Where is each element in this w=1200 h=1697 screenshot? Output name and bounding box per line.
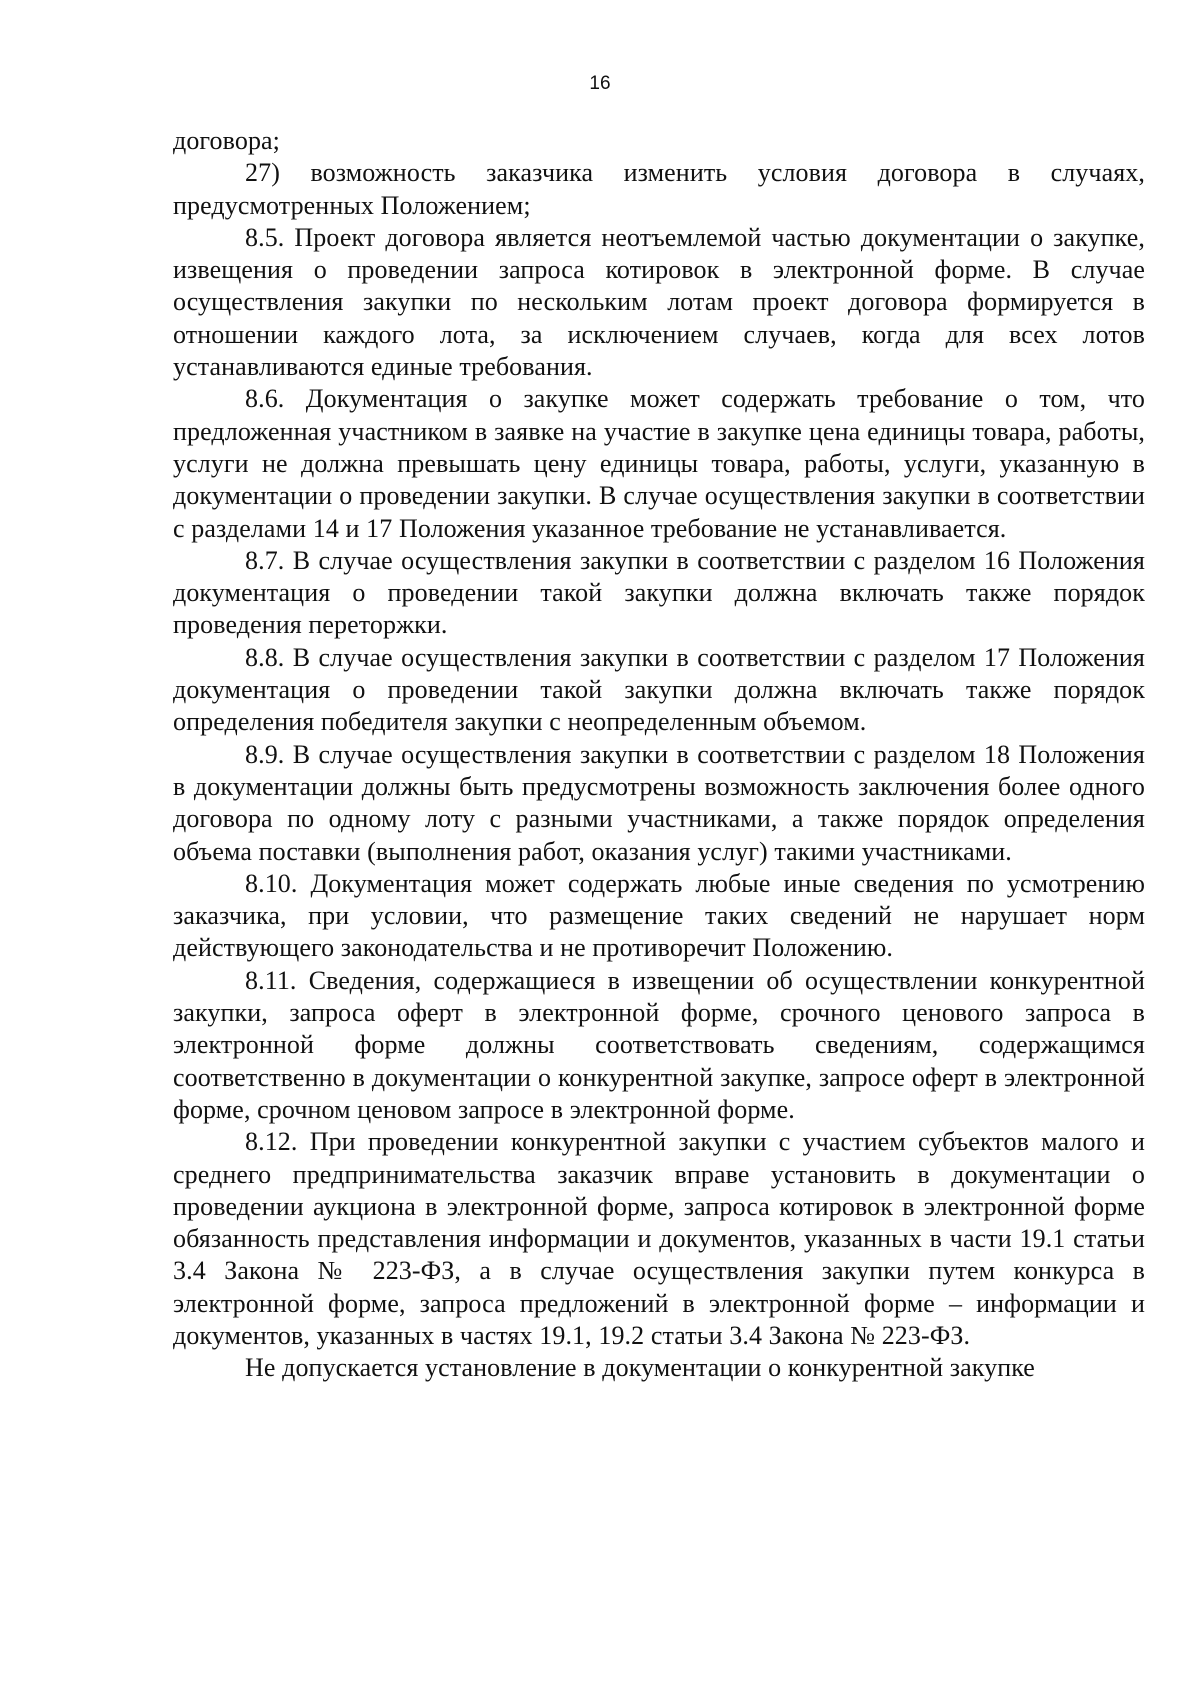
- paragraph-8-8: 8.8. В случае осуществления закупки в соответствии с разделом 17 Положения документация о проведении такой закупки должна включать также порядок определения победителя закупки с неопределенным объемом.: [173, 642, 1145, 737]
- paragraph-8-7: 8.7. В случае осуществления закупки в соответствии с разделом 16 Положения документация о проведении такой закупки должна включать также порядок проведения переторжки.: [173, 545, 1145, 640]
- paragraph-8-12: 8.12. При проведении конкурентной закупки с участием субъектов малого и среднего предпринимательства заказчик вправе установить в документации о проведении аукциона в электронной форме, запроса котировок в электронной форме обязанность представления информации и документов, указанных в части 19.1 статьи 3.4 Закона № 223-ФЗ, а в случае осуществления закупки путем конкурса в электронной форме, запроса предложений в электронной форме – информации и документов, указанных в частях 19.1, 19.2 статьи 3.4 Закона № 223-ФЗ.: [173, 1127, 1145, 1350]
- paragraph-8-6: 8.6. Документация о закупке может содержать требование о том, что предложенная участником в заявке на участие в закупке цена единицы товара, работы, услуги не должна превышать цену единицы товара, работы, услуги, указанную в документации о проведении закупки. В случае осуществления закупки в соответствии с разделами 14 и 17 Положения указанное требование не устанавливается.: [173, 384, 1145, 543]
- paragraph-continuation: договора;: [173, 126, 281, 155]
- page-number: 16: [589, 73, 611, 94]
- paragraph-8-9: 8.9. В случае осуществления закупки в соответствии с разделом 18 Положения в документации должны быть предусмотрены возможность заключения более одного договора по одному лоту с разными участниками, а также порядок определения объема поставки (выполнения работ, оказания услуг) такими участниками.: [173, 739, 1145, 866]
- paragraph-item-27: 27) возможность заказчика изменить условия договора в случаях, предусмотренных Положением;: [173, 158, 1145, 220]
- document-body: [173, 125, 1145, 1385]
- paragraph-8-10: 8.10. Документация может содержать любые иные сведения по усмотрению заказчика, при условии, что размещение таких сведений не нарушает норм действующего законодательства и не противоречит Положению.: [173, 868, 1145, 963]
- paragraph-8-5: 8.5. Проект договора является неотъемлемой частью документации о закупке, извещения о проведении запроса котировок в электронной форме. В случае осуществления закупки по нескольким лотам проект договора формируется в отношении каждого лота, за исключением случаев, когда для всех лотов устанавливаются единые требования.: [173, 222, 1145, 382]
- paragraph-8-11: 8.11. Сведения, содержащиеся в извещении об осуществлении конкурентной закупки, запроса оферт в электронной форме, срочного ценового запроса в электронной форме должны соответствовать сведениям, содержащимся соответственно в документации о конкурентной закупке, запросе оферт в электронной форме, срочном ценовом запросе в электронной форме.: [173, 965, 1145, 1124]
- paragraph-final: Не допускается установление в документации о конкурентной закупке: [245, 1353, 1035, 1383]
